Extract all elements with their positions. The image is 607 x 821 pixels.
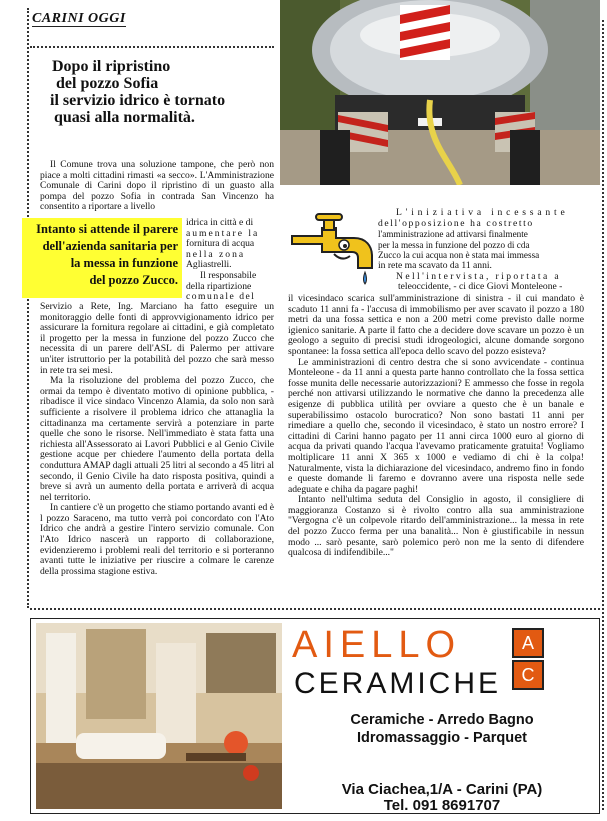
tanker-truck-photo — [280, 0, 600, 185]
headline-line: il servizio idrico è tornato — [50, 92, 226, 109]
paragraph: In cantiere c'è un progetto che stiamo portando avanti ed è l pozzo Saraceno, ma tutto verrà poi concordato con l'Ato Idrico che andrà a gestire l'intero servizio comunale. Con l'Ato Idrico nascerà un rapporto di collaborazione, evidenzieremo i problemi reali del territorio e si porteranno avanti tutte le iniziative per riuscire a colmare le carenze della prossima stagione estiva. — [40, 502, 274, 577]
masthead: CARINI OGGI — [32, 11, 126, 26]
ad-phone: Tel. 091 8691707 — [383, 797, 501, 814]
headline — [52, 58, 274, 126]
article-left-column — [40, 302, 274, 577]
left-dotted-rule — [27, 8, 29, 608]
headline-line: Dopo il ripristino — [52, 58, 171, 75]
pull-quote — [22, 218, 182, 298]
water-tap-cartoon-icon — [284, 210, 380, 292]
brand-subtitle: CERAMICHE — [294, 667, 502, 700]
paragraph: Servizio a Rete, Ing. Marciano ha fatto eseguire un monitoraggio delle fonti di approvvigionamento idrico per assicurare la fornitura regolare ai cittadini, e già completato il progetto per la messa in funzione del pozzo Zucco che necessita di un parere dell'ASL di Palermo per attivare un'iter istruttorio per la potabilità del pozzo che sarà messo in rete tra sei mesi. — [40, 301, 274, 376]
text-line: l'amministrazione ad attivarsi finalmente — [378, 229, 528, 240]
text-line: in rete ma scavato da 11 anni. — [378, 259, 492, 271]
ad-services-line-1: Ceramiche - Arredo Bagno — [350, 712, 534, 728]
logo-box-bottom: C — [512, 660, 544, 690]
article-right-column — [288, 294, 584, 559]
paragraph: Ma la risoluzione del problema del pozzo Zucco, che ormai da tempo è diventato motivo di opinione pubblica, - ribadisce il vice sindaco Vincenzo Alamia, da solo non sarà sufficiente a risolvere il problema idrico che attanaglia la cittadinanza ma certamente servirà a potenziare in parte quelle che sono le risorse. Nell'immediato è stata fatta una richiesta all'Assessorato ai Lavori Pubblici e al Genio Civile gestione acque per chiedere l'aumento della portata della conduttura AMAP dagli attuali 25 litri al secondo a 45 litri al secondo, il Genio Civile ha dato risposta positiva, quindi a breve si avrà un aumento della portata e arriverà di acqua nel territorio. — [40, 375, 274, 503]
right-dotted-rule — [602, 20, 604, 810]
text-line: comunale del — [186, 291, 256, 303]
pull-quote-line: la messa in funzione — [70, 256, 178, 270]
headline-line: del pozzo Sofia — [56, 75, 159, 92]
section-dotted-rule — [30, 608, 600, 610]
brand-name: AIELLO — [292, 624, 462, 666]
text-line: Zucco la cui acqua non è stata mai immessa — [378, 250, 540, 261]
left-beside-callout — [186, 218, 274, 303]
text-line: idrica in città e di — [186, 217, 254, 228]
right-beside-icon — [378, 208, 584, 293]
paragraph: il vicesindaco scarica sull'amministrazione di sinistra - il cui mandato è scaduto 11 anni fa - l'accusa di immobilismo per aver scavato il pozzo a 180 metri da una fossa settica e non a 200 metri come previsto dalle norme igienico sanitarie. A parte il fatto che a decidere dove scavare un pozzo è un geologo a seguito di precisi studi idrogeologici, alcune domande sorgono spontanee: la fossa settica all'epoca dello scavo del pozzo esisteva? — [288, 293, 584, 357]
text-line: aumentare la — [186, 227, 260, 239]
paragraph: Intanto nell'ultima seduta del Consiglio in agosto, il consigliere di maggioranza Costanzo si è rivolto contro alla sua amministrazione "Vergogna c'è un colpevole ritardo dell'amministrazione... la messa in rete del pozzo Zucco ferma per una banalità... Non è giustificabile in nessun modo ... sarò pesante, sarò polemico però non me la sento di difendere qualcosa di indifendibile..." — [288, 494, 584, 559]
headline-line: quasi alla normalità. — [54, 109, 195, 126]
bathroom-showroom-photo — [36, 623, 282, 809]
text-line: Il responsabile — [200, 269, 257, 281]
ad-services-line-2: Idromassaggio - Parquet — [356, 730, 527, 746]
text-line: della ripartizione — [186, 280, 252, 292]
pull-quote-line: del pozzo Zucco. — [89, 273, 178, 287]
header-dotted-rule — [30, 46, 274, 48]
text-line: Agliastrelli. — [186, 259, 232, 271]
brand-logo-mark — [512, 628, 544, 690]
text-line: teleoccidente, - ci dice Giovi Monteleone - — [398, 281, 563, 293]
text-line: fornitura di acqua — [186, 238, 255, 250]
text-line: nella zona — [186, 248, 246, 260]
ad-address: Via Ciachea,1/A - Carini (PA) — [341, 781, 543, 798]
article-intro — [40, 160, 274, 213]
logo-box-top: A — [512, 628, 544, 658]
pull-quote-line: dell'azienda sanitaria per — [42, 239, 178, 253]
text-line: per la messa in funzione del pozzo di cda — [378, 239, 530, 250]
text-line: L'iniziativa incessante — [396, 207, 569, 218]
text-line: dell'opposizione ha costretto — [378, 217, 534, 229]
paragraph: Il Comune trova una soluzione tampone, che però non piace a molti cittadini rimasti «a secco». L'Amministrazione Comunale di Carini dopo il ripristino di un guasto alla pompa del pozzo Sofia in contrada San Vincenzo ha consentito a riportare a livello — [40, 159, 274, 213]
tanker-truck-image — [280, 0, 600, 185]
pull-quote-line: Intanto si attende il parere — [36, 222, 178, 236]
text-line: Nell'intervista, riportata a — [396, 270, 562, 282]
paragraph: Le amministrazioni di centro destra che si sono avvicendate - continua Monteleone - da 11 anni a questa parte hanno controllato che la fossa settica fosse munita delle necessarie autorizzazioni? E ammesso che fosse in regola perché non attivarsi utilizzando le normative che danno la precedenza alle esigenze di pubblica utilità per ovviare a questo che è un banale e superabilissimo ostacolo burocratico? Non sono bastati 11 anni per rimediare a quello che, secondo il vicesindaco, è stato un nostro errore? I cittadini di Carini hanno pagato per 11 anni circa 1000 euro al giorno di acqua da privati quando l'acqua l'avevamo praticamente gratuita! Vogliamo moltiplicare 11 anni X 365 x 1000 e vediamo di chi è la colpa! Naturalmente, vista la dichiarazione del vicesindaco, andremo fino in fondo e queste domande li faremo e dovranno avere una risposta nelle sede adeguate e chiha da pagare paghi! — [288, 356, 584, 495]
